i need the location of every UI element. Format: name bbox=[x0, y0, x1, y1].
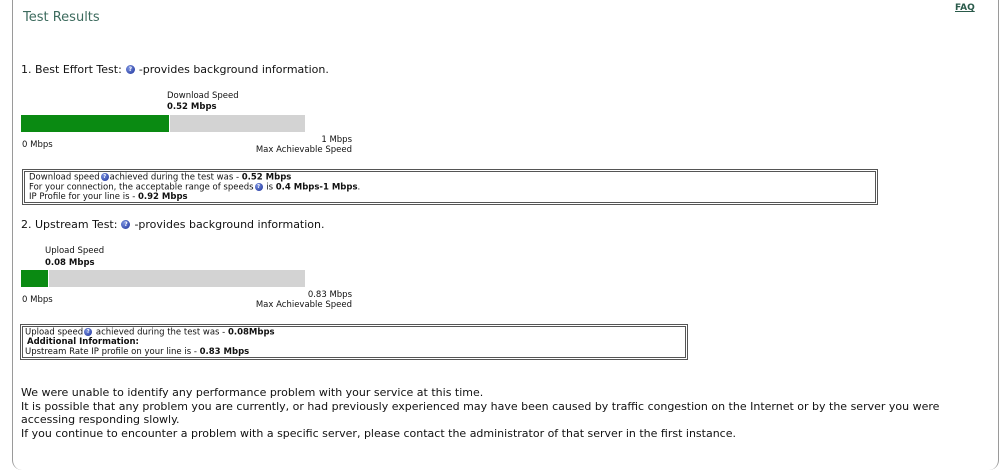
upstream-profile-value: 0.83 Mbps bbox=[199, 346, 250, 357]
download-info-text: For your connection, the acceptable range of speeds bbox=[29, 182, 254, 193]
upload-speed-caption: Upload Speed bbox=[45, 246, 105, 256]
upload-info-box bbox=[20, 324, 688, 360]
acceptable-range-value: 0.4 Mbps-1 Mbps bbox=[275, 182, 358, 193]
upload-speed-value: 0.08 Mbps bbox=[45, 258, 95, 268]
upload-max-value: 0.83 Mbps bbox=[307, 290, 352, 300]
download-min-label: 0 Mbps bbox=[22, 140, 53, 150]
best-effort-heading bbox=[21, 63, 329, 76]
help-icon[interactable]: ? bbox=[255, 183, 263, 191]
help-icon[interactable]: ? bbox=[101, 173, 109, 181]
download-max-caption: Max Achievable Speed bbox=[255, 145, 352, 155]
download-info-line1 bbox=[29, 173, 871, 183]
download-speed-bar-fill bbox=[21, 115, 170, 132]
upload-info-text: Upload speed bbox=[25, 327, 84, 338]
download-max-value: 1 Mbps bbox=[321, 135, 352, 145]
download-info-text: . bbox=[357, 182, 361, 193]
download-info-text: achieved during the test was - bbox=[109, 172, 242, 183]
upstream-heading-desc: -provides background information. bbox=[134, 218, 325, 231]
help-icon[interactable]: ? bbox=[84, 328, 92, 336]
help-icon[interactable]: ? bbox=[126, 65, 135, 74]
download-info-text: IP Profile for your line is - bbox=[29, 192, 138, 203]
upload-speed-bar-fill bbox=[21, 270, 49, 287]
summary-line: If you continue to encounter a problem with a specific server, please contact the administrator of that server in the first instance. bbox=[21, 426, 736, 440]
summary-line: It is possible that any problem you are currently, or had previously experienced may have been caused by traffic congestion on the Internet or by the server you were accessing responding slowly. bbox=[21, 399, 940, 426]
summary-text bbox=[21, 386, 986, 440]
upstream-heading-label: 2. Upstream Test: bbox=[21, 218, 118, 231]
summary-line: We were unable to identify any performance problem with your service at this time. bbox=[21, 386, 484, 399]
upload-min-label: 0 Mbps bbox=[22, 295, 53, 305]
download-info-text: Download speed bbox=[29, 172, 100, 183]
download-speed-bar bbox=[21, 115, 305, 132]
faq-link[interactable]: FAQ bbox=[955, 3, 975, 13]
upload-max-caption: Max Achievable Speed bbox=[255, 300, 352, 310]
best-effort-heading-desc: -provides background information. bbox=[138, 63, 329, 76]
upload-info-text: achieved during the test was - bbox=[93, 327, 228, 338]
upload-achieved-value: 0.08Mbps bbox=[227, 327, 275, 338]
download-info-line3 bbox=[29, 193, 871, 203]
page-title: Test Results bbox=[23, 10, 100, 25]
help-icon[interactable]: ? bbox=[121, 220, 130, 229]
upload-info-line3 bbox=[25, 348, 681, 358]
upload-speed-bar bbox=[21, 270, 305, 287]
download-achieved-value: 0.52 Mbps bbox=[241, 172, 292, 183]
download-info-text: is bbox=[263, 182, 276, 193]
download-speed-value: 0.52 Mbps bbox=[167, 102, 217, 112]
additional-info-heading: Additional Information: bbox=[27, 337, 139, 348]
upstream-heading bbox=[21, 218, 325, 231]
download-speed-caption: Download Speed bbox=[167, 91, 239, 101]
ip-profile-value: 0.92 Mbps bbox=[137, 192, 188, 203]
upload-info-text: Upstream Rate IP profile on your line is - bbox=[25, 346, 200, 357]
best-effort-heading-label: 1. Best Effort Test: bbox=[21, 63, 122, 76]
download-info-box bbox=[22, 169, 878, 205]
